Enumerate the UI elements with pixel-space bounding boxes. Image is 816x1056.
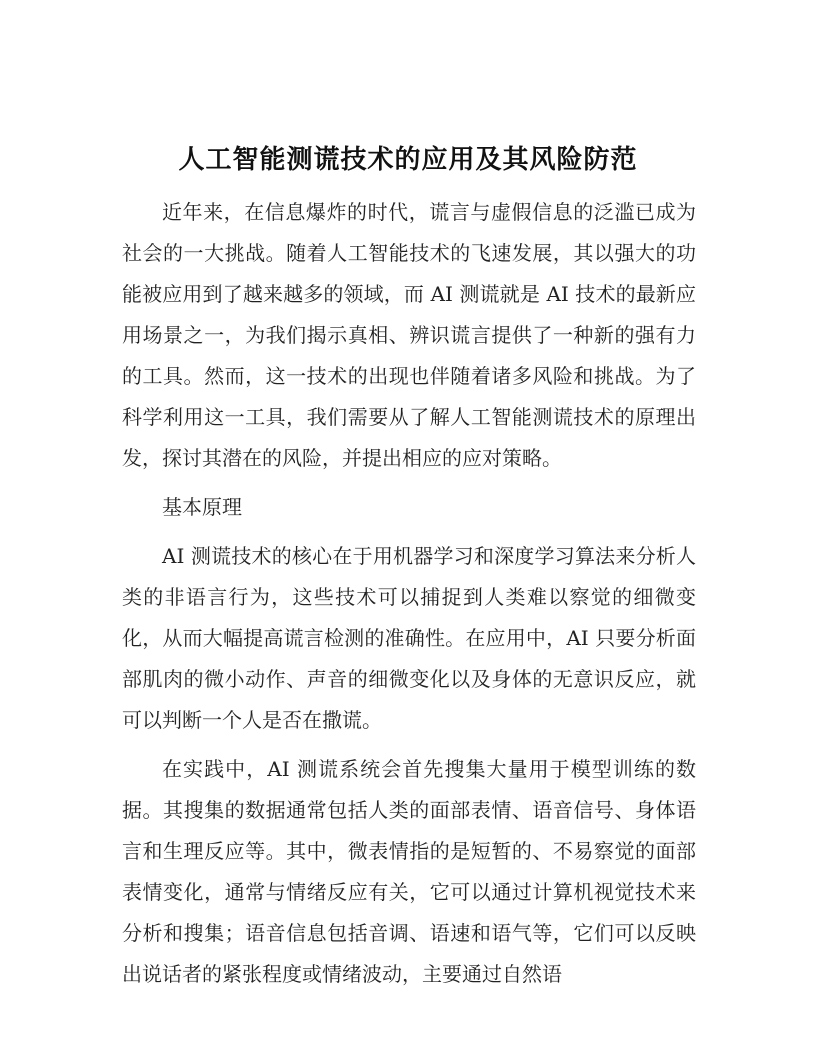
paragraph-principle: AI 测谎技术的核心在于用机器学习和深度学习算法来分析人类的非语言行为，这些技术可以捕捉到人类难以察觉的细微变化，从而大幅提高谎言检测的准确性。在应用中，AI 只要分析面部肌肉的微小动作、声音的细微变化以及身体的无意识反应，就可以判断一个人是否在撒谎。 xyxy=(122,544,696,732)
document-title: 人工智能测谎技术的应用及其风险防范 xyxy=(178,145,638,175)
section-heading-basic-principle: 基本原理 xyxy=(162,495,242,519)
paragraph-practice: 在实践中，AI 测谎系统会首先搜集大量用于模型训练的数据。其搜集的数据通常包括人类的面部表情、语音信号、身体语言和生理反应等。其中，微表情指的是短暂的、不易察觉的面部表情变化，通常与情绪反应有关，它可以通过计算机视觉技术来分析和搜集；语音信息包括音调、语速和语气等，它们可以反映出说话者的紧张程度或情绪波动，主要通过自然语 xyxy=(122,757,696,986)
paragraph-intro: 近年来，在信息爆炸的时代，谎言与虚假信息的泛滥已成为社会的一大挑战。随着人工智能技术的飞速发展，其以强大的功能被应用到了越来越多的领域，而 AI 测谎就是 AI 技术的最新应用场景之一，为我们揭示真相、辨识谎言提供了一种新的强有力的工具。然而，这一技术的出现也伴随着诸多风险和挑战。为了科学利用这一工具，我们需要从了解人工智能测谎技术的原理出发，探讨其潜在的风险，并提出相应的应对策略。 xyxy=(122,200,696,470)
document-body xyxy=(122,192,696,995)
